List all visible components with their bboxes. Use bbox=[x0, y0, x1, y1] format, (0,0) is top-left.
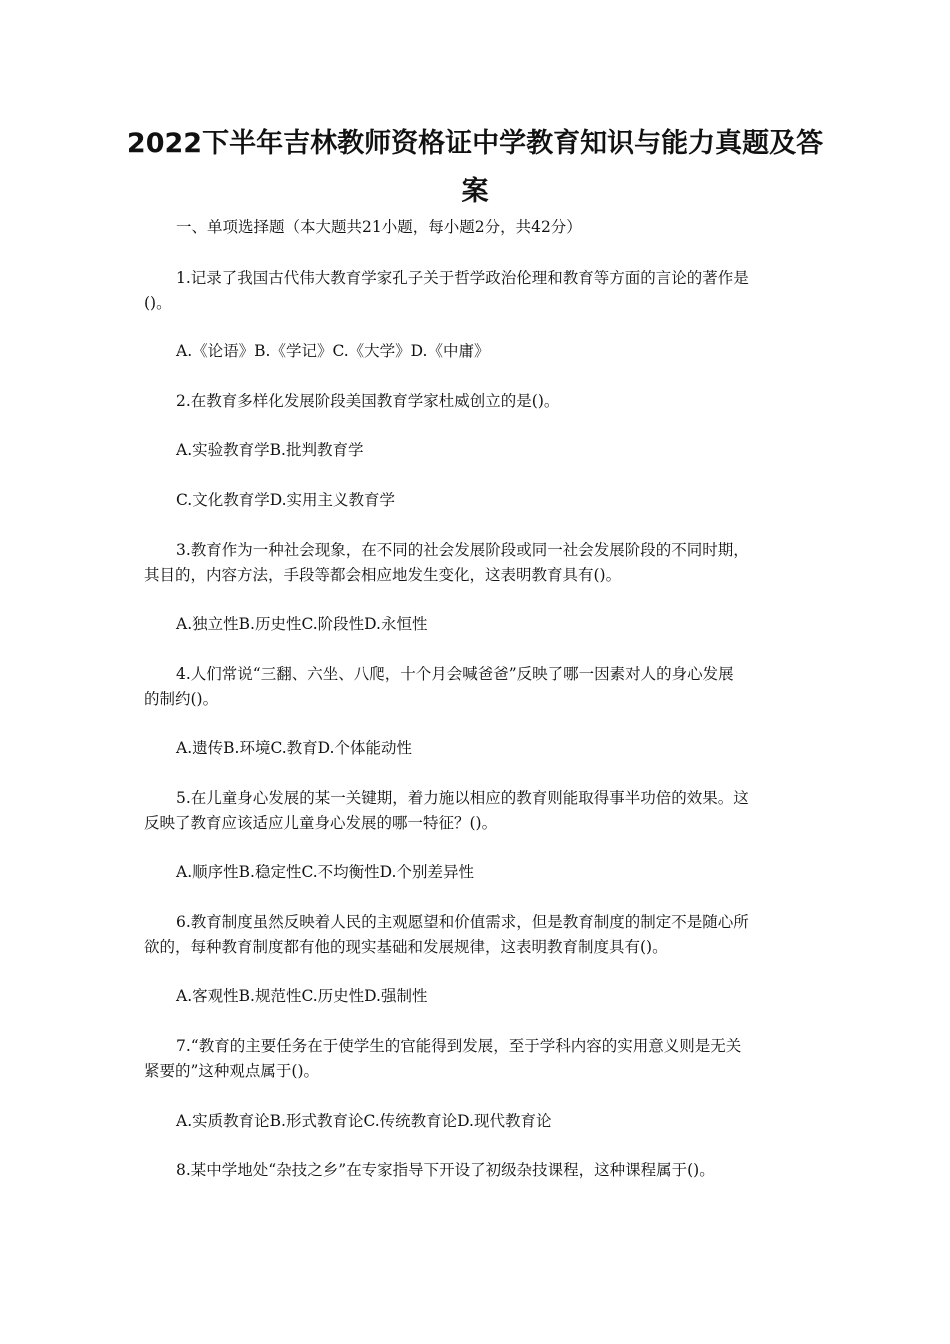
question-4-stem-line-1: 4.人们常说“三翻、六坐、八爬，十个月会喊爸爸”反映了哪一因素对人的身心发展 bbox=[176, 665, 734, 683]
question-8-stem-line-1: 8.某中学地处“杂技之乡”在专家指导下开设了初级杂技课程，这种课程属于()。 bbox=[176, 1161, 715, 1179]
question-2-options-line-2: C.文化教育学D.实用主义教育学 bbox=[176, 491, 396, 509]
question-7-options: A.实质教育论B.形式教育论C.传统教育论D.现代教育论 bbox=[176, 1112, 552, 1130]
question-5-stem-line-1: 5.在儿童身心发展的某一关键期，着力施以相应的教育则能取得事半功倍的效果。这 bbox=[176, 789, 749, 807]
question-5-options: A.顺序性B.稳定性C.不均衡性D.个别差异性 bbox=[176, 863, 474, 881]
question-2-stem-line-1: 2.在教育多样化发展阶段美国教育学家杜威创立的是()。 bbox=[176, 392, 560, 410]
question-3-stem-line-2: 其目的，内容方法，手段等都会相应地发生变化，这表明教育具有()。 bbox=[144, 566, 622, 584]
question-3-options: A.独立性B.历史性C.阶段性D.永恒性 bbox=[176, 615, 428, 633]
question-4-options: A.遗传B.环境C.教育D.个体能动性 bbox=[176, 739, 412, 757]
document-title-line-2: 案 bbox=[461, 176, 489, 207]
question-7-stem-line-1: 7.“教育的主要任务在于使学生的官能得到发展，至于学科内容的实用意义则是无关 bbox=[176, 1037, 742, 1055]
question-5-stem-line-2: 反映了教育应该适应儿童身心发展的哪一特征？()。 bbox=[144, 814, 498, 832]
question-6-options: A.客观性B.规范性C.历史性D.强制性 bbox=[176, 987, 428, 1005]
document-title-line-1: 2022下半年吉林教师资格证中学教育知识与能力真题及答 bbox=[126, 128, 824, 159]
question-4-stem-line-2: 的制约()。 bbox=[144, 690, 219, 708]
question-6-stem-line-1: 6.教育制度虽然反映着人民的主观愿望和价值需求，但是教育制度的制定不是随心所 bbox=[176, 913, 749, 931]
section-heading: 一、单项选择题（本大题共21小题，每小题2分，共42分） bbox=[176, 218, 582, 236]
question-3-stem-line-1: 3.教育作为一种社会现象，在不同的社会发展阶段或同一社会发展阶段的不同时期， bbox=[176, 541, 749, 559]
question-2-options-line-1: A.实验教育学B.批判教育学 bbox=[176, 441, 364, 459]
question-1-stem-line-1: 1.记录了我国古代伟大教育学家孔子关于哲学政治伦理和教育等方面的言论的著作是 bbox=[176, 269, 749, 287]
question-7-stem-line-2: 紧要的”这种观点属于()。 bbox=[144, 1062, 320, 1080]
question-6-stem-line-2: 欲的，每种教育制度都有他的现实基础和发展规律，这表明教育制度具有()。 bbox=[144, 938, 668, 956]
question-1-options: A.《论语》B.《学记》C.《大学》D.《中庸》 bbox=[176, 342, 490, 360]
question-1-stem-line-2: ()。 bbox=[144, 294, 172, 312]
